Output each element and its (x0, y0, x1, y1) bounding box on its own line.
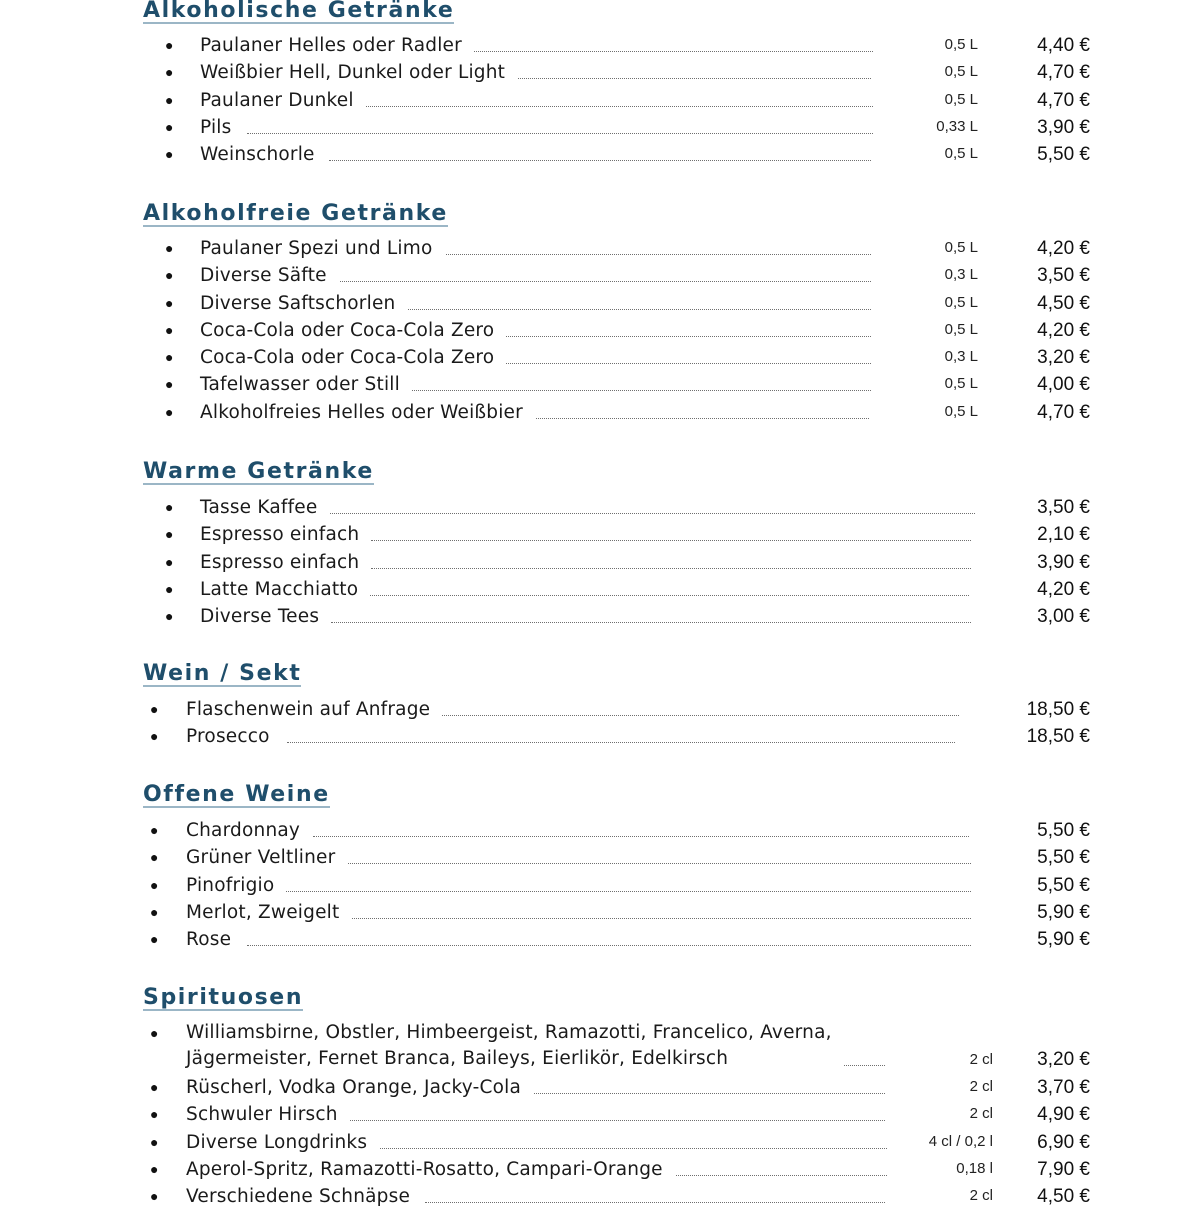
item-size: 0,5 L (944, 145, 978, 163)
dot-leader (271, 891, 971, 892)
dot-leader (665, 1175, 887, 1176)
item-price: 3,20 € (1037, 1049, 1090, 1070)
item-size: 0,5 L (944, 63, 978, 81)
list-item (143, 899, 1103, 926)
item-name: Tasse Kaffee (200, 494, 329, 521)
item-size: 2 cl (969, 1105, 993, 1123)
list-item (143, 141, 1103, 168)
dot-leader (329, 160, 871, 161)
item-price: 3,20 € (1037, 347, 1090, 369)
item-list (143, 32, 1103, 168)
item-name: Pinofrigio (186, 872, 286, 899)
list-item (143, 1074, 1103, 1101)
list-item (143, 696, 1103, 723)
bullet: ● (165, 118, 174, 135)
item-name-line-1: Williamsbirne, Obstler, Himbeergeist, Ramazotti, Francelico, Averna, (186, 1022, 832, 1043)
section-alcoholic-drinks (143, 0, 1103, 168)
item-name: Coca-Cola oder Coca-Cola Zero (200, 344, 506, 371)
item-price: 4,70 € (1037, 62, 1090, 84)
dot-leader (501, 336, 871, 337)
dot-leader (313, 836, 969, 837)
item-price: 5,50 € (1037, 874, 1090, 896)
item-name: Rose (186, 926, 243, 953)
item-name: Alkoholfreies Helles oder Weißbier (200, 399, 535, 426)
item-name: Pils (200, 114, 243, 141)
list-item (143, 262, 1103, 289)
list-item (143, 1156, 1103, 1183)
bullet: ● (150, 1106, 159, 1123)
dot-leader (369, 595, 969, 596)
dot-leader (343, 918, 971, 919)
list-item (143, 235, 1103, 262)
item-name (186, 1020, 844, 1072)
bullet: ● (165, 553, 174, 570)
dot-leader (287, 742, 955, 743)
section-title: Offene Weine (143, 782, 330, 807)
item-price: 3,50 € (1037, 265, 1090, 287)
list-item (143, 1183, 1103, 1210)
list-item (143, 926, 1103, 953)
item-name: Prosecco (186, 723, 282, 750)
dot-leader (435, 715, 959, 716)
section-title: Alkoholfreie Getränke (143, 201, 448, 226)
item-size: 2 cl (969, 1078, 993, 1095)
list-item (143, 59, 1103, 86)
bullet: ● (165, 91, 174, 108)
item-name: Rüscherl, Vodka Orange, Jacky-Cola (186, 1074, 533, 1101)
dot-leader (247, 133, 873, 134)
item-price: 18,50 € (1026, 699, 1090, 720)
bullet: ● (150, 849, 159, 866)
dot-leader (531, 1093, 885, 1094)
item-name: Latte Macchiatto (200, 576, 370, 603)
dot-leader (345, 863, 971, 864)
list-item (143, 1101, 1103, 1128)
item-size: 4 cl / 0,2 l (928, 1132, 993, 1150)
list-item (143, 1020, 1103, 1074)
item-price: 4,20 € (1037, 319, 1090, 341)
section-title: Wein / Sekt (143, 661, 302, 686)
dot-leader (363, 106, 873, 107)
bullet: ● (150, 1160, 159, 1177)
list-item (143, 399, 1103, 426)
list-item (143, 723, 1103, 750)
dot-leader (501, 363, 871, 364)
dot-leader (331, 622, 971, 623)
list-item (143, 371, 1103, 398)
dot-leader (323, 513, 975, 514)
item-price: 5,50 € (1037, 144, 1090, 166)
item-price: 4,50 € (1037, 292, 1090, 314)
bullet: ● (150, 728, 159, 745)
list-item (143, 32, 1103, 59)
bullet: ● (150, 701, 159, 717)
item-price: 4,20 € (1037, 578, 1090, 600)
bullet: ● (165, 403, 174, 420)
bullet: ● (150, 1133, 159, 1150)
list-item (143, 603, 1103, 630)
section-hot-drinks (143, 461, 1103, 630)
item-price: 18,50 € (1026, 726, 1090, 748)
item-name-line-2: Jägermeister, Fernet Branca, Baileys, Eierlikör, Edelkirsch (186, 1048, 729, 1069)
section-title: Spirituosen (143, 985, 304, 1010)
item-name: Diverse Tees (200, 603, 331, 630)
bullet: ● (150, 1079, 159, 1095)
item-size: 0,5 L (944, 375, 978, 393)
list-item (143, 494, 1103, 521)
item-price: 4,50 € (1037, 1186, 1090, 1208)
item-price: 3,00 € (1037, 606, 1090, 628)
bullet: ● (165, 526, 174, 543)
list-item (143, 576, 1103, 603)
item-list (143, 235, 1103, 426)
item-name: Weißbier Hell, Dunkel oder Light (200, 59, 517, 86)
list-item (143, 872, 1103, 899)
item-list (143, 1020, 1103, 1210)
dot-leader (409, 390, 871, 391)
item-name: Tafelwasser oder Still (200, 371, 412, 398)
item-price: 3,90 € (1037, 116, 1090, 138)
item-price: 4,20 € (1037, 238, 1090, 259)
bullet: ● (150, 822, 159, 838)
item-name: Verschiedene Schnäpse (186, 1183, 422, 1210)
dot-leader (439, 254, 871, 255)
item-price: 2,10 € (1037, 524, 1090, 546)
section-wine-sparkling (143, 663, 1103, 751)
list-item (143, 87, 1103, 114)
item-size: 0,5 L (944, 320, 978, 338)
list-item (143, 317, 1103, 344)
item-name: Espresso einfach (200, 521, 371, 548)
dot-leader (397, 309, 871, 310)
list-item (143, 290, 1103, 317)
item-price: 3,90 € (1037, 551, 1090, 573)
list-item (143, 521, 1103, 548)
item-size: 2 cl (969, 1187, 993, 1205)
bullet: ● (165, 580, 174, 597)
list-item (143, 1129, 1103, 1156)
item-name: Paulaner Helles oder Radler (200, 32, 474, 59)
item-size: 0,5 L (944, 402, 978, 420)
list-item (143, 817, 1103, 844)
bullet: ● (165, 608, 174, 625)
section-spirits (143, 987, 1103, 1210)
bullet: ● (165, 349, 174, 366)
item-price: 4,90 € (1037, 1104, 1090, 1126)
item-price: 5,90 € (1037, 929, 1090, 951)
item-price: 5,50 € (1037, 820, 1090, 841)
item-name: Flaschenwein auf Anfrage (186, 696, 442, 723)
dot-leader (349, 1120, 885, 1121)
item-price: 3,70 € (1037, 1077, 1090, 1098)
item-name: Paulaner Dunkel (200, 87, 366, 114)
item-price: 6,90 € (1037, 1131, 1090, 1153)
item-price: 4,70 € (1037, 89, 1090, 111)
bullet: ● (165, 240, 174, 256)
section-open-wines (143, 784, 1103, 953)
item-size: 2 cl (969, 1051, 993, 1068)
item-price: 5,90 € (1037, 901, 1090, 923)
list-item (143, 844, 1103, 871)
item-name: Diverse Longdrinks (186, 1129, 379, 1156)
dot-leader (443, 51, 873, 52)
dot-leader (483, 78, 871, 79)
item-list (143, 696, 1103, 751)
item-price: 4,70 € (1037, 401, 1090, 423)
item-size: 0,18 l (956, 1159, 993, 1177)
item-name: Diverse Säfte (200, 262, 339, 289)
dot-leader (371, 540, 971, 541)
item-name: Grüner Veltliner (186, 844, 347, 871)
bullet: ● (150, 931, 159, 948)
bullet: ● (165, 376, 174, 393)
list-item (143, 344, 1103, 371)
bullet: ● (165, 37, 174, 53)
section-title: Warme Getränke (143, 459, 374, 484)
item-price: 7,90 € (1037, 1158, 1090, 1180)
bullet: ● (150, 1025, 159, 1041)
item-name: Aperol-Spritz, Ramazotti-Rosatto, Campari-Orange (186, 1156, 675, 1183)
item-list (143, 817, 1103, 953)
list-item (143, 114, 1103, 141)
item-price: 4,00 € (1037, 374, 1090, 396)
list-item (143, 549, 1103, 576)
bullet: ● (150, 876, 159, 893)
item-size: 0,5 L (944, 36, 978, 53)
bullet: ● (165, 146, 174, 163)
dot-leader (529, 418, 869, 419)
item-price: 3,50 € (1037, 497, 1090, 518)
item-name: Diverse Saftschorlen (200, 290, 407, 317)
dot-leader (375, 1148, 887, 1149)
dot-leader (247, 945, 971, 946)
bullet: ● (165, 64, 174, 81)
item-name: Paulaner Spezi und Limo (200, 235, 445, 262)
item-size: 0,33 L (936, 117, 978, 135)
item-price: 4,40 € (1037, 35, 1090, 56)
item-size: 0,5 L (944, 90, 978, 108)
section-non-alcoholic-drinks (143, 203, 1103, 426)
dot-leader (335, 281, 871, 282)
item-name: Coca-Cola oder Coca-Cola Zero (200, 317, 506, 344)
item-size: 0,3 L (944, 266, 978, 284)
dot-leader (371, 568, 971, 569)
bullet: ● (165, 267, 174, 284)
bullet: ● (150, 1188, 159, 1205)
item-price: 5,50 € (1037, 847, 1090, 869)
bullet: ● (165, 321, 174, 338)
item-size: 0,3 L (944, 348, 978, 366)
item-name: Schwuler Hirsch (186, 1101, 350, 1128)
item-name: Chardonnay (186, 817, 312, 844)
item-name: Espresso einfach (200, 549, 371, 576)
section-title: Alkoholische Getränke (143, 0, 455, 23)
item-name: Weinschorle (200, 141, 327, 168)
item-size: 0,5 L (944, 239, 978, 256)
bullet: ● (165, 294, 174, 311)
dot-leader (425, 1202, 885, 1203)
item-name: Merlot, Zweigelt (186, 899, 351, 926)
bullet: ● (150, 903, 159, 920)
item-size: 0,5 L (944, 293, 978, 311)
item-list (143, 494, 1103, 630)
bullet: ● (165, 499, 174, 515)
